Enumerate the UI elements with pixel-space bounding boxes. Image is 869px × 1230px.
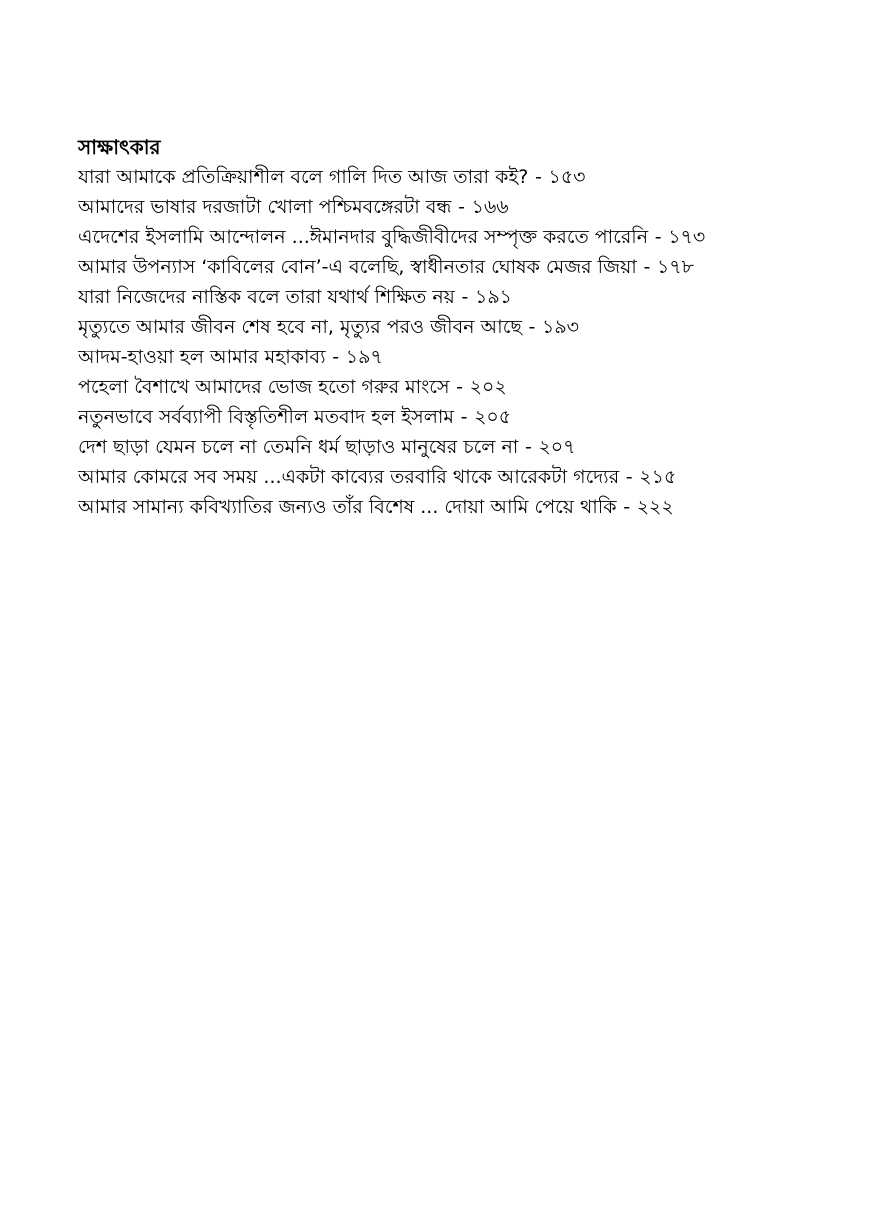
entry-title: এদেশের ইসলামি আন্দোলন ...ঈমানদার বুদ্ধিজীবীদের সম্পৃক্ত করতে পারেনি — [78, 226, 649, 248]
toc-entry — [78, 372, 848, 402]
toc-entry — [78, 462, 848, 492]
entry-page-number: ১৬৬ — [471, 196, 509, 218]
toc-entry — [78, 252, 848, 282]
entry-page-number: ২০৫ — [474, 406, 512, 428]
toc-entry — [78, 492, 848, 522]
entry-title: মৃত্যুতে আমার জীবন শেষ হবে না, মৃত্যুর পরও জীবন আছে — [78, 316, 522, 338]
toc-entry — [78, 402, 848, 432]
entry-page-number: ২০২ — [469, 376, 507, 398]
toc-entry — [78, 282, 848, 312]
entry-separator: - — [623, 496, 631, 518]
entry-separator: - — [625, 466, 633, 488]
entry-page-number: ১৯৩ — [542, 316, 580, 338]
entry-separator: - — [460, 406, 468, 428]
entry-title: আদম-হাওয়া হল আমার মহাকাব্য — [78, 346, 326, 368]
entry-separator: - — [643, 256, 651, 278]
entry-page-number: ১৯১ — [475, 286, 513, 308]
entry-title: পহেলা বৈশাখে আমাদের ভোজ হতো গরুর মাংসে — [78, 376, 450, 398]
toc-entry — [78, 192, 848, 222]
entry-title: দেশ ছাড়া যেমন চলে না তেমনি ধর্ম ছাড়াও মানুষের চলে না — [78, 436, 519, 458]
toc-entry — [78, 162, 848, 192]
entry-separator: - — [461, 286, 469, 308]
toc-entry — [78, 342, 848, 372]
entry-title: যারা আমাকে প্রতিক্রিয়াশীল বলে গালি দিত আজ তারা কই? — [78, 166, 529, 188]
entry-title: আমার উপন্যাস ‘কাবিলের বোন’-এ বলেছি, স্বাধীনতার ঘোষক মেজর জিয়া — [78, 256, 637, 278]
entry-title: যারা নিজেদের নাস্তিক বলে তারা যথার্থ শিক্ষিত নয় — [78, 286, 455, 308]
entry-page-number: ১৭৮ — [656, 256, 694, 278]
entry-title: আমাদের ভাষার দরজাটা খোলা পশ্চিমবঙ্গেরটা বন্ধ — [78, 196, 452, 218]
entry-separator: - — [458, 196, 465, 218]
toc-entry-list — [78, 162, 848, 522]
entry-page-number: ২২২ — [636, 496, 674, 518]
entry-page-number: ২০৭ — [538, 436, 576, 458]
entry-separator: - — [332, 346, 340, 368]
entry-page-number: ১৯৭ — [345, 346, 383, 368]
toc-entry — [78, 432, 848, 462]
entry-page-number: ১৫৩ — [548, 166, 586, 188]
entry-separator: - — [528, 316, 536, 338]
entry-separator: - — [524, 436, 532, 458]
entry-title: আমার সামান্য কবিখ্যাতির জন্যও তাঁর বিশেষ ... দোয়া আমি পেয়ে থাকি — [78, 496, 617, 518]
entry-page-number: ২১৫ — [639, 466, 677, 488]
entry-page-number: ১৭৩ — [668, 226, 706, 248]
entry-title: আমার কোমরে সব সময় ...একটা কাব্যের তরবারি থাকে আরেকটা গদ্যের — [78, 466, 620, 488]
entry-separator: - — [535, 166, 542, 188]
section-heading: সাক্ষাৎকার — [78, 135, 161, 159]
table-of-contents — [78, 132, 848, 522]
toc-entry — [78, 222, 848, 252]
entry-separator: - — [654, 226, 662, 248]
entry-title: নতুনভাবে সর্বব্যাপী বিস্তৃতিশীল মতবাদ হল ইসলাম — [78, 406, 454, 428]
toc-entry — [78, 312, 848, 342]
entry-separator: - — [456, 376, 463, 398]
